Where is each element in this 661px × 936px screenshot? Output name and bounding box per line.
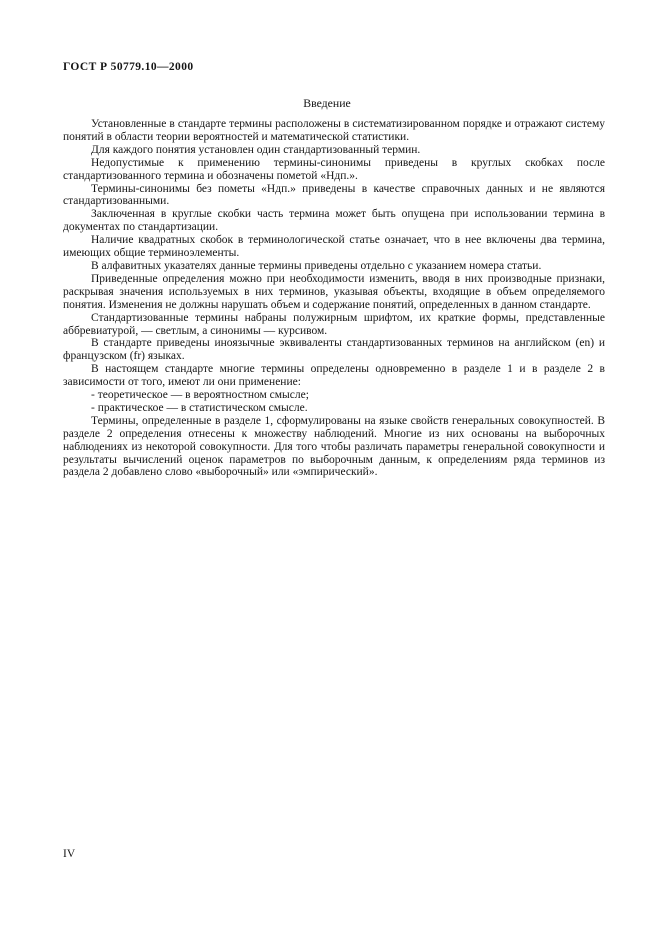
paragraph: Установленные в стандарте термины расположены в систематизированном порядке и отражают систему понятий в области теории вероятностей и математической статистики. — [63, 118, 605, 143]
page-number: IV — [63, 848, 76, 860]
paragraph: Приведенные определения можно при необходимости изменить, вводя в них производные признаки, раскрывая значения используемых в них терминов, указывая объекты, входящие в объем определяемого понятия. Изменения не должны нарушать объем и содержание понятий, определенных в данном стандарте. — [63, 272, 605, 311]
paragraph: Наличие квадратных скобок в терминологической статье означает, что в нее включены два термина, имеющих общие терминоэлементы. — [63, 234, 605, 260]
paragraph: Стандартизованные термины набраны полужирным шрифтом, их краткие формы, представленные аббревиатурой, — светлым, а синонимы — курсивом. — [63, 311, 605, 337]
paragraph: В алфавитных указателях данные термины приведены отдельно с указанием номера статьи. — [91, 259, 542, 272]
doc-number: ГОСТ Р 50779.10—2000 — [63, 61, 194, 73]
body-text — [63, 118, 605, 479]
list-item-theoretical: - теоретическое — в вероятностном смысле; — [91, 389, 309, 402]
list-item-practical: - практическое — в статистическом смысле. — [91, 401, 308, 414]
section-title: Введение — [303, 96, 351, 110]
paragraph: В стандарте приведены иноязычные эквиваленты стандартизованных терминов на английском (en) и французском (fr) языках. — [63, 337, 605, 363]
paragraph: Недопустимые к применению термины-синонимы приведены в круглых скобках после стандартизованного термина и обозначены пометой «Ндп.». — [63, 156, 605, 182]
paragraph: В настоящем стандарте многие термины определены одновременно в разделе 1 и в разделе 2 в зависимости от того, имеют ли они применение: — [63, 363, 605, 389]
paragraph: Термины, определенные в разделе 1, сформулированы на языке свойств генеральных совокупностей. В разделе 2 определения отнесены к множеству наблюдений. Многие из них основаны на выборочных наблюдениях из некоторой совокупности. Для того чтобы различать параметры генеральной совокупности и результаты вычислений оценок параметров по выборочным данным, к определениям ряда терминов из раздела 2 добавлено слово «выборочный» или «эмпирический». — [63, 414, 605, 479]
paragraph: Заключенная в круглые скобки часть термина может быть опущена при использовании термина в документах по стандартизации. — [63, 208, 605, 234]
paragraph: Для каждого понятия установлен один стандартизованный термин. — [91, 143, 421, 156]
paragraph: Термины-синонимы без пометы «Ндп.» приведены в качестве справочных данных и не являются стандартизованными. — [63, 182, 605, 208]
